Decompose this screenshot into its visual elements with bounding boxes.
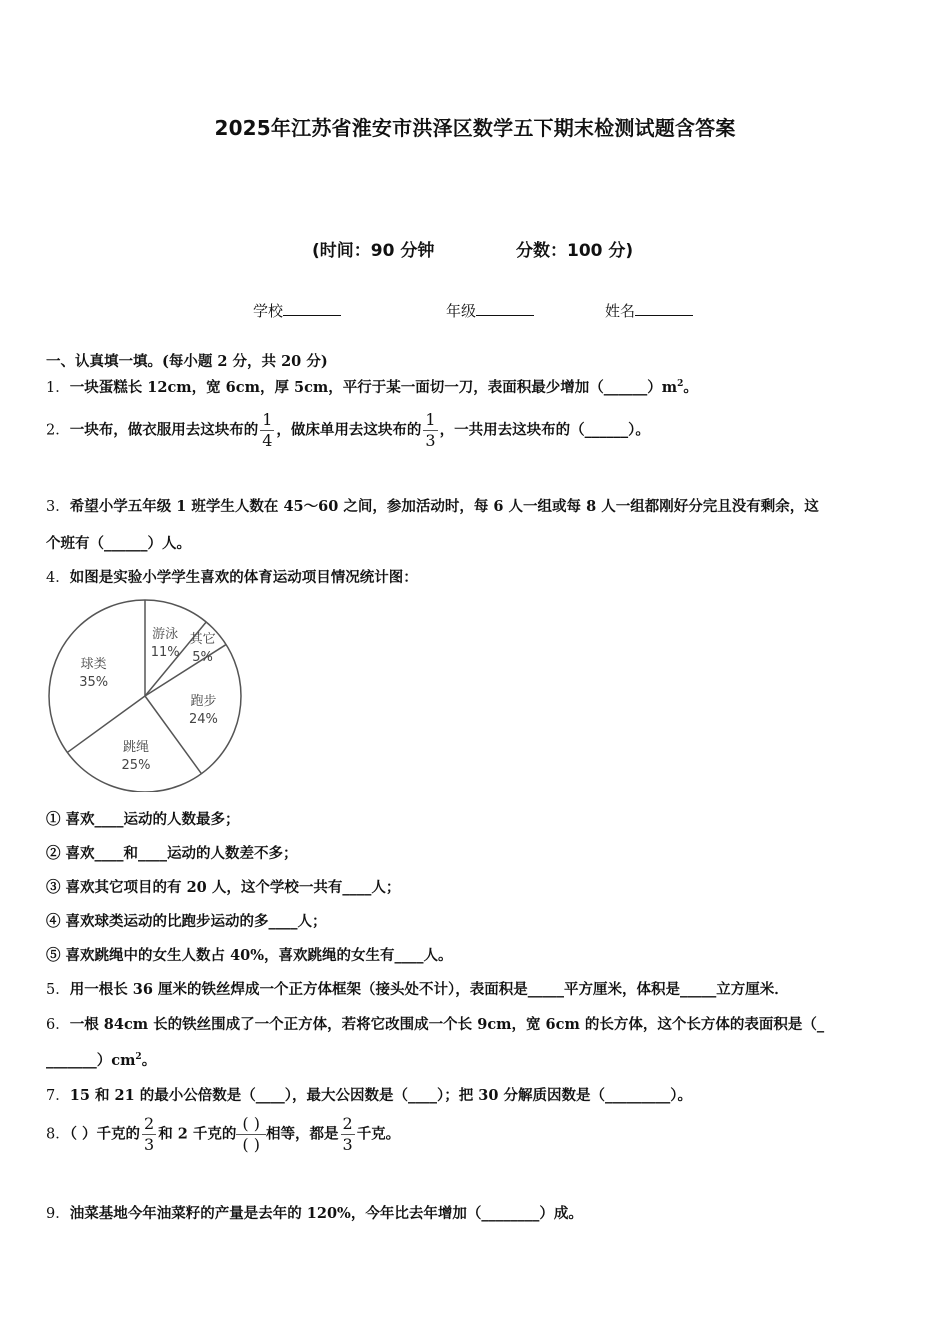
q2-fraction-1 xyxy=(260,410,274,451)
q2-frac2-num: 1 xyxy=(425,410,436,429)
q6-number: 6． xyxy=(46,1017,70,1033)
pie-slice-value-4: 25% xyxy=(121,757,151,773)
question-9 xyxy=(46,1202,583,1223)
grade-label: 年级 xyxy=(446,302,477,320)
exam-score: 分数：100 分) xyxy=(516,241,634,261)
q5-number: 5． xyxy=(46,982,70,998)
q2-number: 2． xyxy=(46,422,70,439)
question-6-line-1 xyxy=(46,1013,824,1034)
q4-sub-3: ③ 喜欢其它项目的有 20 人，这个学校一共有____人； xyxy=(46,879,401,896)
question-7 xyxy=(46,1084,692,1105)
q9-number: 9． xyxy=(46,1206,70,1222)
pie-chart xyxy=(40,592,250,792)
question-4 xyxy=(46,566,418,587)
question-6-line-2 xyxy=(46,1049,156,1070)
pie-slice-value-2: 5% xyxy=(192,650,213,666)
name-label: 姓名 xyxy=(605,302,636,320)
q7-text: 15 和 21 的最小公倍数是（____），最大公因数是（____）；把 30 分解质因数是（_________）。 xyxy=(69,1087,693,1104)
question-2 xyxy=(46,410,650,451)
q8-part3: 相等，都是 xyxy=(266,1125,339,1143)
exam-time: (时间：90 分钟 xyxy=(312,241,435,261)
q2-frac2-den: 3 xyxy=(425,431,436,450)
q8-pf-num: ( ) xyxy=(236,1114,266,1135)
question-1 xyxy=(46,376,698,397)
grade-field xyxy=(446,300,534,321)
q4-text: 如图是实验小学学生喜欢的体育运动项目情况统计图： xyxy=(69,569,418,586)
q5-text: 用一根长 36 厘米的铁丝焊成一个正方体框架（接头处不计），表面积是_____平方厘米，体积是_____立方厘米． xyxy=(69,981,789,998)
q1-end: 。 xyxy=(683,379,698,396)
q4-sub-2: ② 喜欢____和____运动的人数差不多； xyxy=(46,845,298,862)
pie-slice-name-4: 跳绳 xyxy=(122,739,149,755)
pie-slice-name-3: 跑步 xyxy=(190,694,217,710)
pie-slice-value-1: 11% xyxy=(150,644,180,660)
school-label: 学校 xyxy=(253,302,284,320)
q6-end: 。 xyxy=(141,1052,157,1069)
school-blank xyxy=(283,301,341,316)
q1-sup: 2 xyxy=(677,379,684,390)
pie-slice-name-5: 球类 xyxy=(80,656,107,672)
q2-frac1-num: 1 xyxy=(262,410,273,429)
q8-fraction-1 xyxy=(142,1114,156,1155)
q6-line1: 一根 84cm 长的铁丝围成了一个正方体，若将它改围成一个长 9cm，宽 6cm 的长方体，这个长方体的表面积是（_ xyxy=(69,1016,825,1033)
q8-frac2-den: 3 xyxy=(342,1135,353,1154)
q1-number: 1． xyxy=(46,380,70,396)
name-field xyxy=(605,300,693,321)
school-field xyxy=(253,300,341,321)
q6-line2: _______）cm xyxy=(46,1052,136,1069)
section1-heading: 一、认真填一填。(每小题 2 分，共 20 分) xyxy=(46,353,328,370)
question-8 xyxy=(46,1114,400,1155)
pie-slice-value-3: 24% xyxy=(189,712,218,728)
q7-number: 7． xyxy=(46,1088,70,1104)
pie-slice-name-2: 其它 xyxy=(189,632,216,648)
q8-blank-fraction xyxy=(236,1114,266,1155)
q8-frac2-num: 2 xyxy=(342,1114,353,1133)
q2-part2: ，做床单用去这块布的 xyxy=(276,421,422,439)
pie-slice-value-5: 35% xyxy=(79,674,109,690)
q8-part4: 千克。 xyxy=(356,1125,401,1143)
q8-part1: （ ）千克的 xyxy=(69,1125,141,1143)
name-blank xyxy=(635,301,693,316)
q8-frac1-num: 2 xyxy=(144,1114,155,1133)
q6-sup: 2 xyxy=(135,1052,142,1063)
q8-frac1-den: 3 xyxy=(144,1135,155,1154)
q8-fraction-2 xyxy=(341,1114,355,1155)
q2-part1: 一块布，做衣服用去这块布的 xyxy=(69,421,259,439)
q9-text: 油菜基地今年油菜籽的产量是去年的 120%，今年比去年增加（________）成。 xyxy=(69,1205,583,1222)
q4-number: 4． xyxy=(46,570,70,586)
question-3-line-1 xyxy=(46,495,819,516)
q8-part2: 和 2 千克的 xyxy=(158,1125,237,1143)
q3-line2: 个班有（______）人。 xyxy=(46,535,191,552)
q4-sub-4: ④ 喜欢球类运动的比跑步运动的多____人； xyxy=(46,913,327,930)
grade-blank xyxy=(476,301,534,316)
q2-part3: ，一共用去这块布的（______）。 xyxy=(439,421,650,439)
q3-number: 3． xyxy=(46,499,70,515)
q2-fraction-2 xyxy=(423,410,437,451)
q1-text: 一块蛋糕长 12cm，宽 6cm，厚 5cm，平行于某一面切一刀，表面积最少增加（______）m xyxy=(69,379,678,396)
q4-sub-5: ⑤ 喜欢跳绳中的女生人数占 40%，喜欢跳绳的女生有____人。 xyxy=(46,947,453,964)
q8-number: 8． xyxy=(46,1126,70,1143)
pie-slice-name-1: 游泳 xyxy=(152,626,179,642)
q2-frac1-den: 4 xyxy=(262,431,273,450)
question-5 xyxy=(46,978,789,999)
q3-line1: 希望小学五年级 1 班学生人数在 45～60 之间，参加活动时，每 6 人一组或每 8 人一组都刚好分完且没有剩余，这 xyxy=(69,498,819,515)
page-title: 2025年江苏省淮安市洪泽区数学五下期末检测试题含答案 xyxy=(214,116,736,140)
q4-sub-1: ① 喜欢____运动的人数最多； xyxy=(46,811,240,828)
q8-pf-den: ( ) xyxy=(242,1135,260,1154)
